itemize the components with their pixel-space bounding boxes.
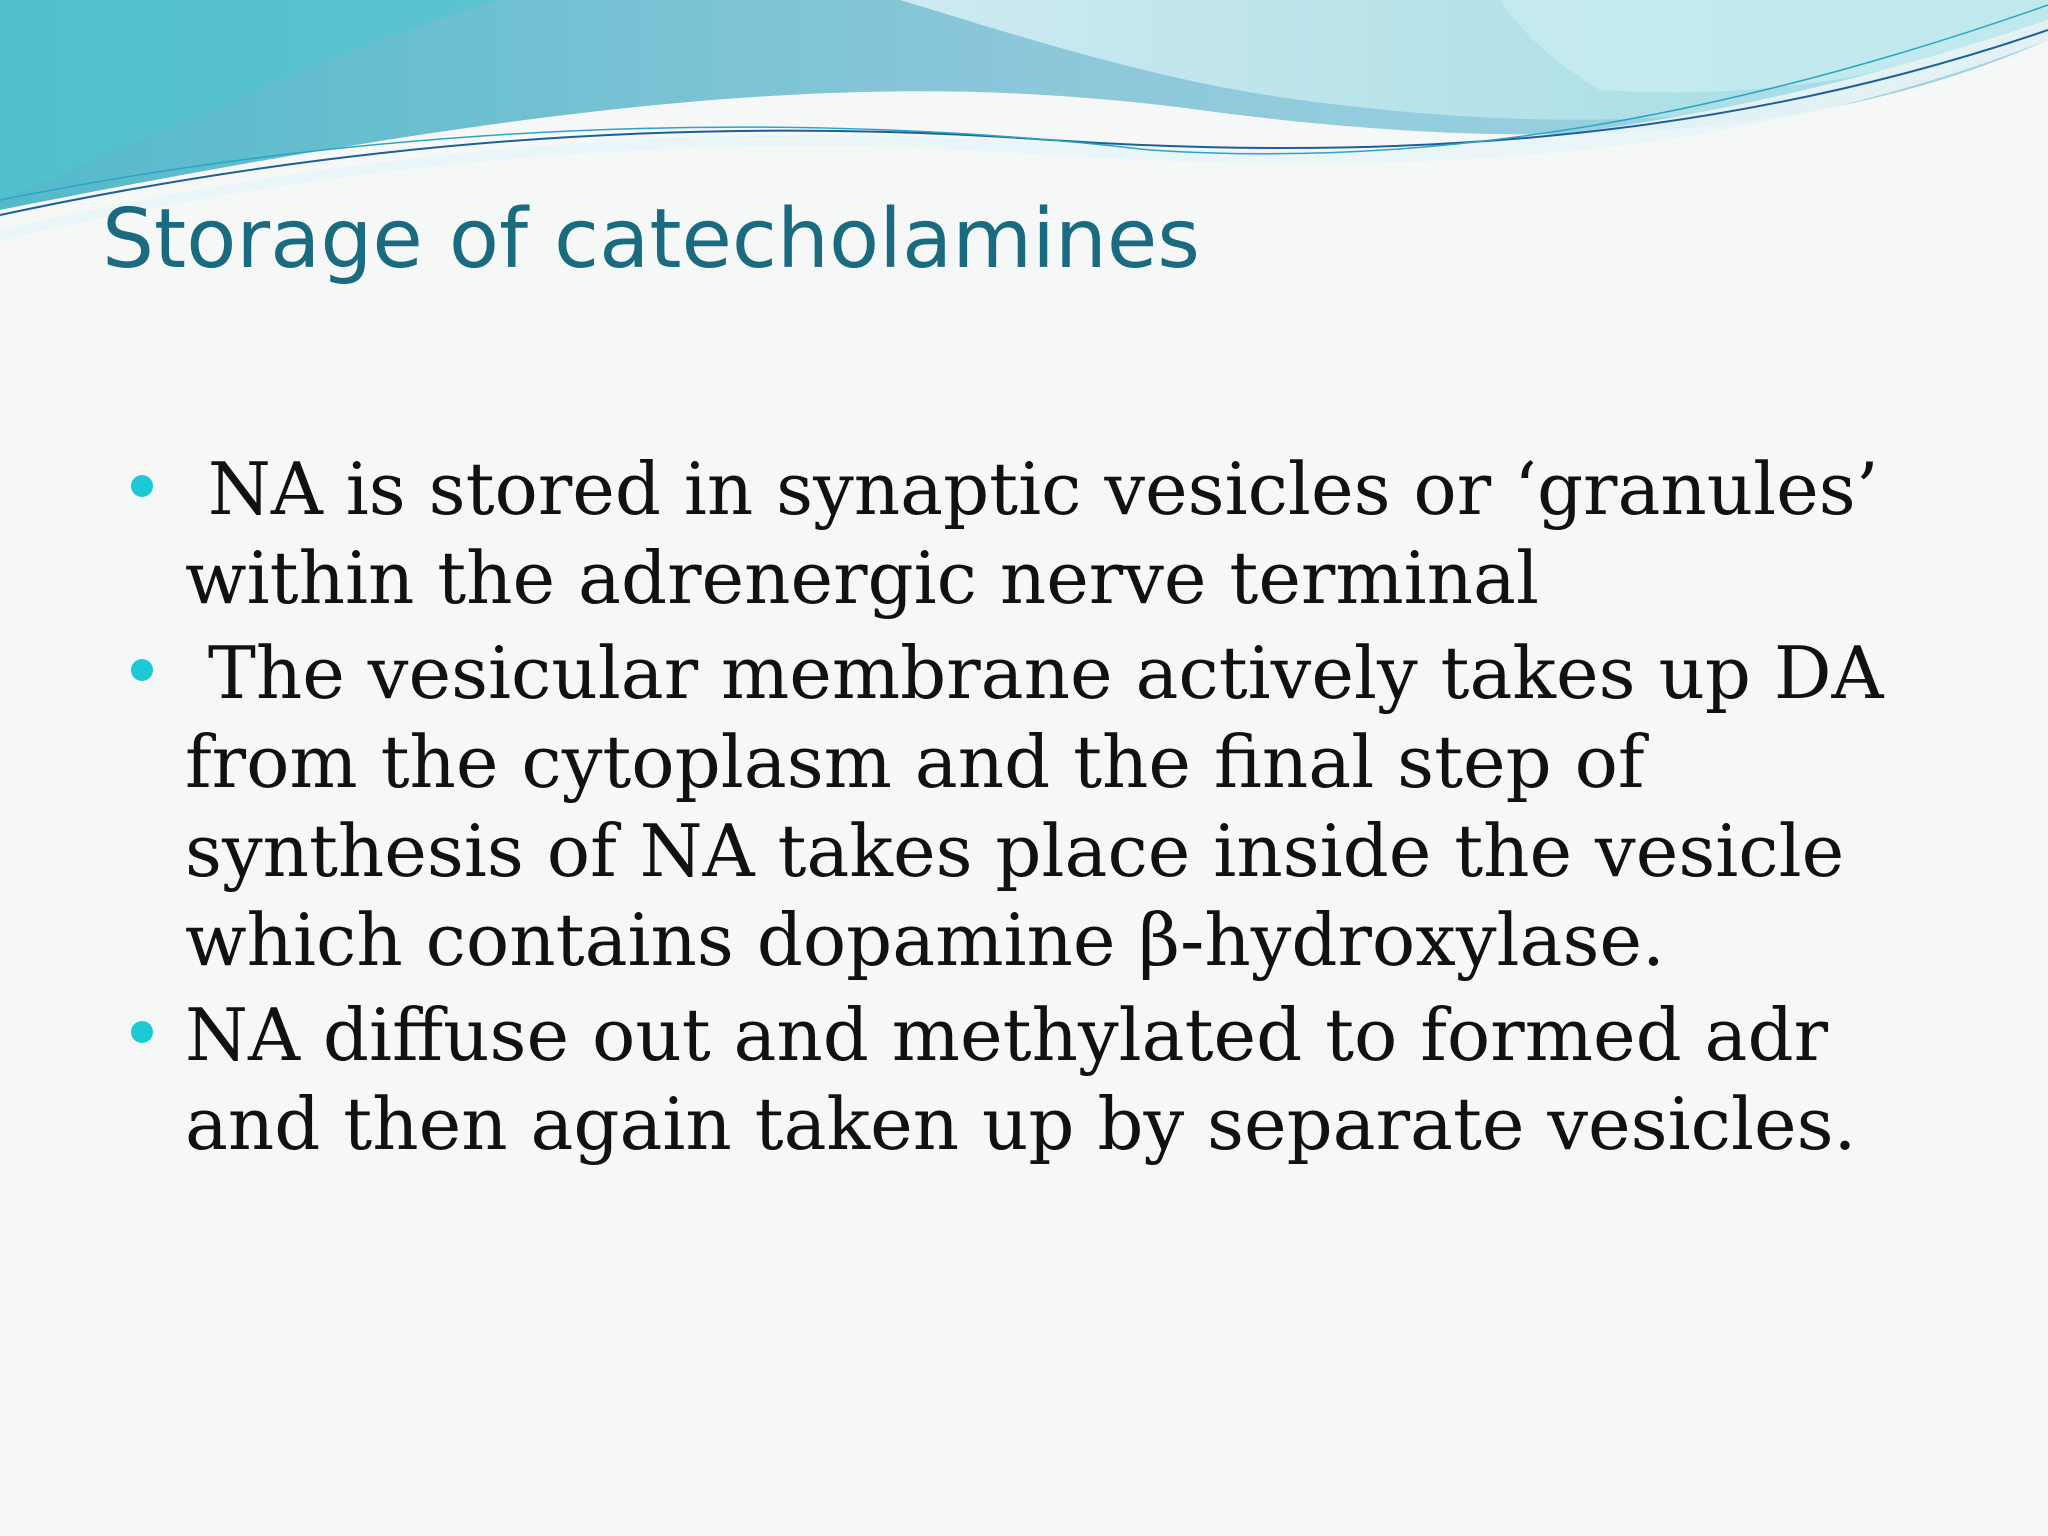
bullet-text: The vesicular membrane actively takes up DA from the cytoplasm and the final step of synthesis of NA takes place inside the vesicle which contains dopamine β-hydroxylase. <box>185 631 1907 982</box>
bullet-marker-icon <box>131 659 153 681</box>
bullet-marker-icon <box>131 475 153 497</box>
bullet-item <box>185 991 1975 1169</box>
bullet-item <box>185 629 1975 985</box>
bullet-marker-icon <box>131 1021 153 1043</box>
bullet-item <box>185 445 1975 623</box>
bullet-text: NA diffuse out and methylated to formed adr and then again taken up by separate vesicles. <box>185 993 1857 1166</box>
slide-title: Storage of catecholamines <box>102 192 1200 287</box>
bullet-list <box>185 445 1975 1175</box>
bullet-text: NA is stored in synaptic vesicles or ‘granules’ within the adrenergic nerve terminal <box>185 447 1902 620</box>
